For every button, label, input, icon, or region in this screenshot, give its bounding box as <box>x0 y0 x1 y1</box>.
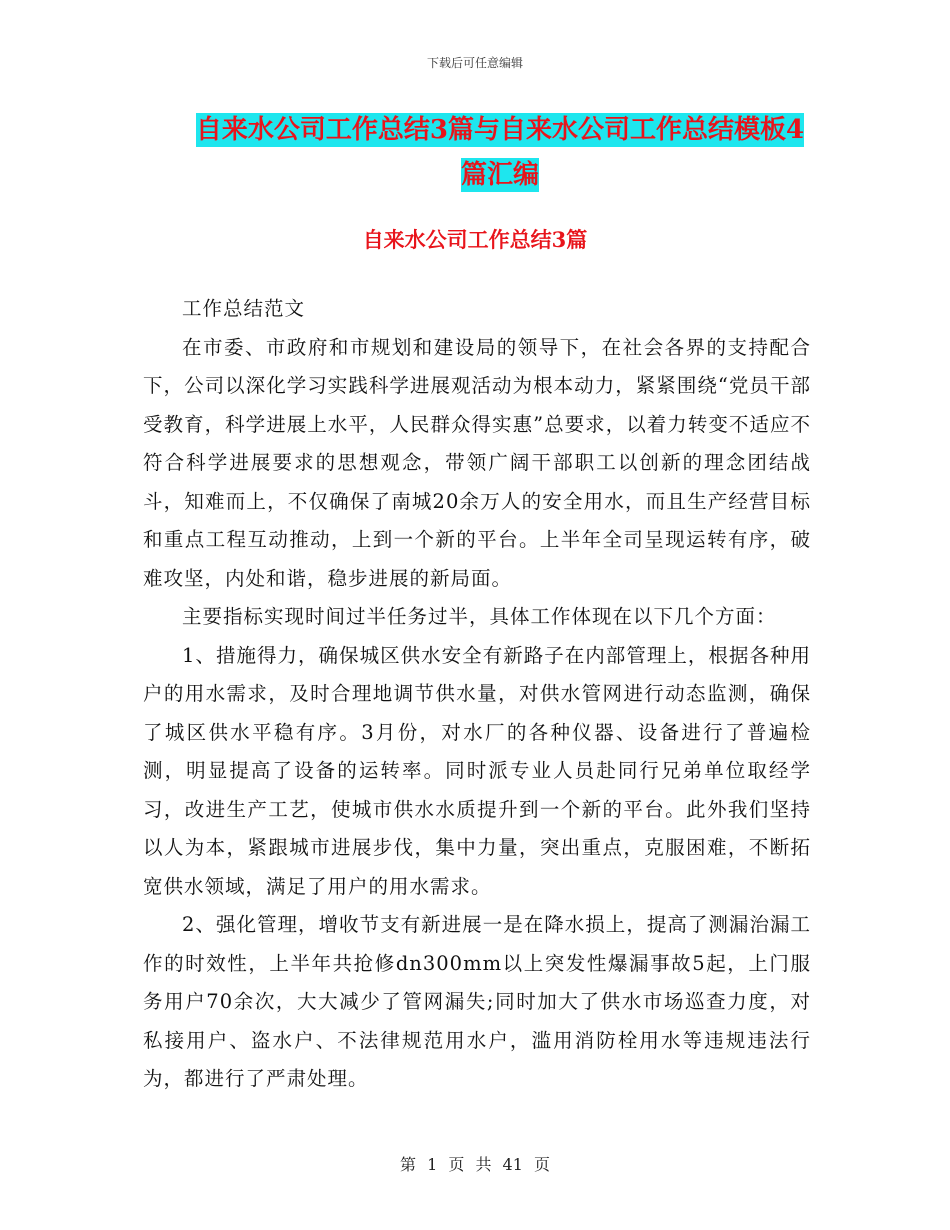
header-note: 下载后可任意编辑 <box>426 56 523 70</box>
page-footer: 第 1 页 共 41 页 <box>400 1155 550 1174</box>
section-title: 自来水公司工作总结3篇 <box>362 227 588 252</box>
document-title-line-1: 自来水公司工作总结3篇与自来水公司工作总结模板4 <box>195 115 805 145</box>
document-title <box>140 108 860 198</box>
paragraph-intro: 在市委、市政府和市规划和建设局的领导下，在社会各界的支持配合下，公司以深化学习实践科学进展观活动为根本动力，紧紧围绕“党员干部受教育，科学进展上水平，人民群众得实惠”总要求，以着力转变不适应不符合科学进展要求的思想观念，带领广阔干部职工以创新的理念团结战斗，知难而上，不仅确保了南城20余万人的安全用水，而且生产经营目标和重点工程互动推动，上到一个新的平台。上半年全司呈现运转有序，破难攻坚，内处和谐，稳步进展的新局面。 <box>143 335 811 590</box>
paragraph-item-2: 2、强化管理，增收节支有新进展一是在降水损上，提高了测漏治漏工作的时效性，上半年共抢修dn300mm以上突发性爆漏事故5起，上门服务用户70余次，大大减少了管网漏失;同时加大了供水市场巡查力度，对私接用户、盗水户、不法律规范用水户，滥用消防栓用水等违规违法行为，都进行了严肃处理。 <box>143 913 811 1090</box>
paragraph-item-1: 1、措施得力，确保城区供水安全有新路子在内部管理上，根据各种用户的用水需求，及时合理地调节供水量，对供水管网进行动态监测，确保了城区供水平稳有序。3月份，对水厂的各种仪器、设备进行了普遍检测，明显提高了设备的运转率。同时派专业人员赴同行兄弟单位取经学习，改进生产工艺，使城市供水水质提升到一个新的平台。此外我们坚持以人为本，紧跟城市进展步伐，集中力量，突出重点，克服困难，不断拓宽供水领域，满足了用户的用水需求。 <box>143 643 811 898</box>
document-title-line-2: 篇汇编 <box>460 160 539 190</box>
paragraph-subtitle: 工作总结范文 <box>182 297 306 320</box>
paragraph-main-indicators: 主要指标实现时间过半任务过半，具体工作体现在以下几个方面： <box>182 605 777 628</box>
body-text <box>143 290 811 1099</box>
